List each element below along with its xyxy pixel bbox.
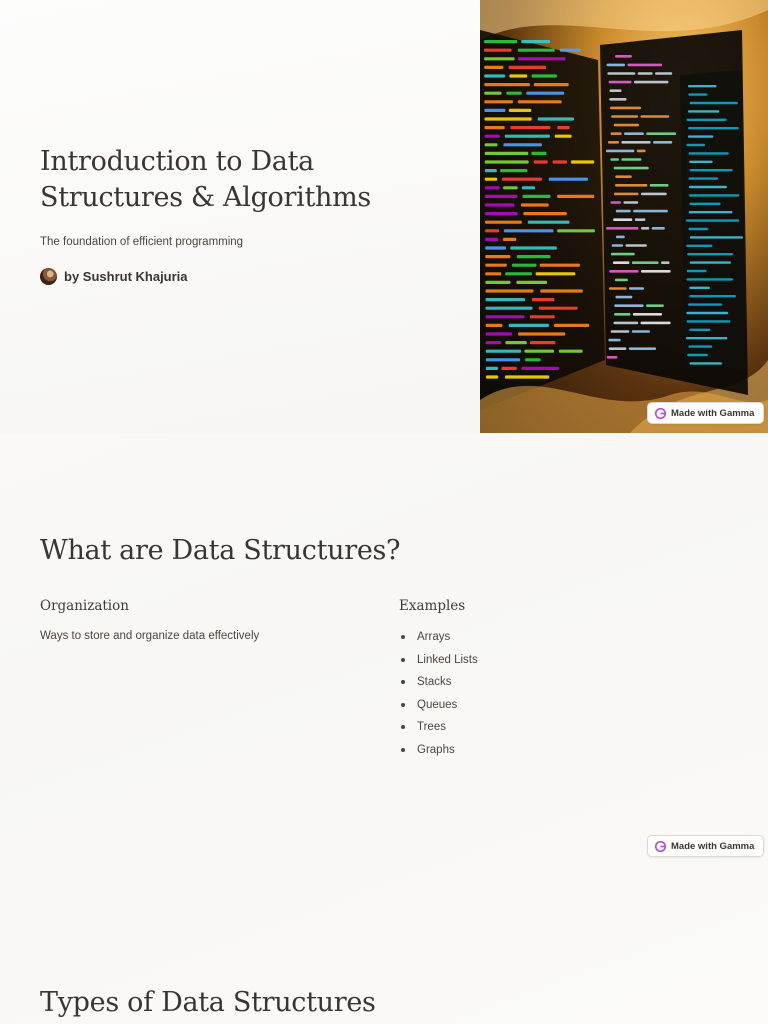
slide-subtitle: The foundation of efficient programming xyxy=(40,236,244,248)
list-item: Arrays xyxy=(399,628,478,651)
slide2-heading: What are Data Structures? xyxy=(40,535,401,566)
slide-title xyxy=(0,0,768,433)
avatar xyxy=(40,268,57,285)
organization-text: Ways to store and organize data effectively xyxy=(40,630,260,642)
made-with-gamma-label: Made with Gamma xyxy=(671,407,755,419)
examples-list xyxy=(399,628,478,764)
list-item: Trees xyxy=(399,718,478,741)
list-item: Linked Lists xyxy=(399,651,478,674)
list-item: Graphs xyxy=(399,741,478,764)
code-screen-image xyxy=(480,0,768,433)
author-line xyxy=(40,268,188,285)
gamma-logo-icon xyxy=(655,408,666,419)
author-name: by Sushrut Khajuria xyxy=(64,269,188,284)
code-screen-illustration xyxy=(480,0,768,433)
made-with-gamma-label: Made with Gamma xyxy=(671,840,755,852)
examples-heading: Examples xyxy=(399,598,466,614)
made-with-gamma-button[interactable] xyxy=(647,835,764,857)
list-item: Stacks xyxy=(399,673,478,696)
organization-heading: Organization xyxy=(40,598,129,614)
made-with-gamma-button[interactable] xyxy=(647,402,764,424)
slide-title-heading: Introduction to Data Structures & Algorithms xyxy=(40,146,371,213)
slide3-heading: Types of Data Structures xyxy=(40,987,376,1018)
list-item: Queues xyxy=(399,696,478,719)
gamma-logo-icon xyxy=(655,841,666,852)
